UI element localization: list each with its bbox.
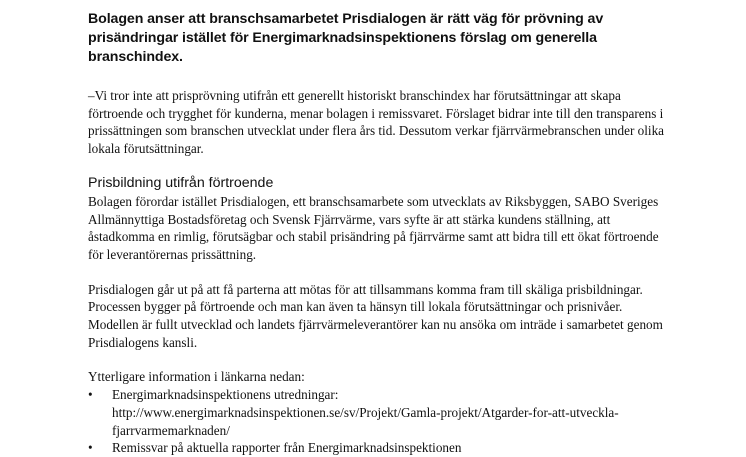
- lead-quote: –Vi tror inte att prisprövning utifrån ett generellt historiskt branschindex har förutsättningar att skapa förtroende och trygghet för kunderna, menar bolagen i remissvaret. Förslaget bidrar inte till den transparens i prissättningen som branschen utvecklat under flera års tid. Dessutom verkar fjärrvärmebranschen under olika lokala förutsättningar.: [88, 88, 665, 157]
- bullet-icon: •: [88, 387, 93, 403]
- more-info-text: Ytterligare information i länkarna nedan:: [88, 369, 305, 385]
- link-title: Energimarknadsinspektionens utredningar:: [112, 387, 339, 403]
- headline: Bolagen anser att branschsamarbetet Prisdialogen är rätt väg för prövning av prisändringar istället för Energimarknadsinspektionens förslag om generella branschindex.: [88, 11, 604, 65]
- link-title[interactable]: Remissvar på aktuella rapporter från Energimarknadsinspektionen: [112, 440, 462, 456]
- link-list: [88, 386, 668, 457]
- section-heading: Prisbildning utifrån förtroende: [88, 174, 274, 191]
- paragraph-2: Prisdialogen går ut på att få parterna att mötas för att tillsammans komma fram till skäliga prisbildningar. Processen bygger på förtroende och man kan även ta hänsyn till lokala förutsättningar och prisnivåer. Modellen är fullt utvecklad och landets fjärrvärmeleverantörer kan nu ansöka om inträde i samarbetet genom Prisdialogens kansli.: [88, 281, 663, 350]
- link-url[interactable]: http://www.energimarknadsinspektionen.se/sv/Projekt/Gamla-projekt/Atgarder-for-att-utveckla-fjarrvarmemarknaden/: [112, 404, 619, 438]
- paragraph-1: Bolagen förordar istället Prisdialogen, ett branschsamarbete som utvecklats av Riksbyggen, SABO Sveriges Allmännyttiga Bostadsföretag och Svensk Fjärrvärme, vars syfte är att stärka kundens ställning, att åstadkomma en rimlig, förutsägbar och stabil prisändring på fjärrvärme samt att bidra till ett ökat förtroende för leverantörernas prissättning.: [88, 193, 659, 262]
- list-item: [88, 439, 668, 457]
- list-item: [88, 386, 668, 439]
- press-release-document: [88, 10, 668, 457]
- bullet-icon: •: [88, 440, 93, 456]
